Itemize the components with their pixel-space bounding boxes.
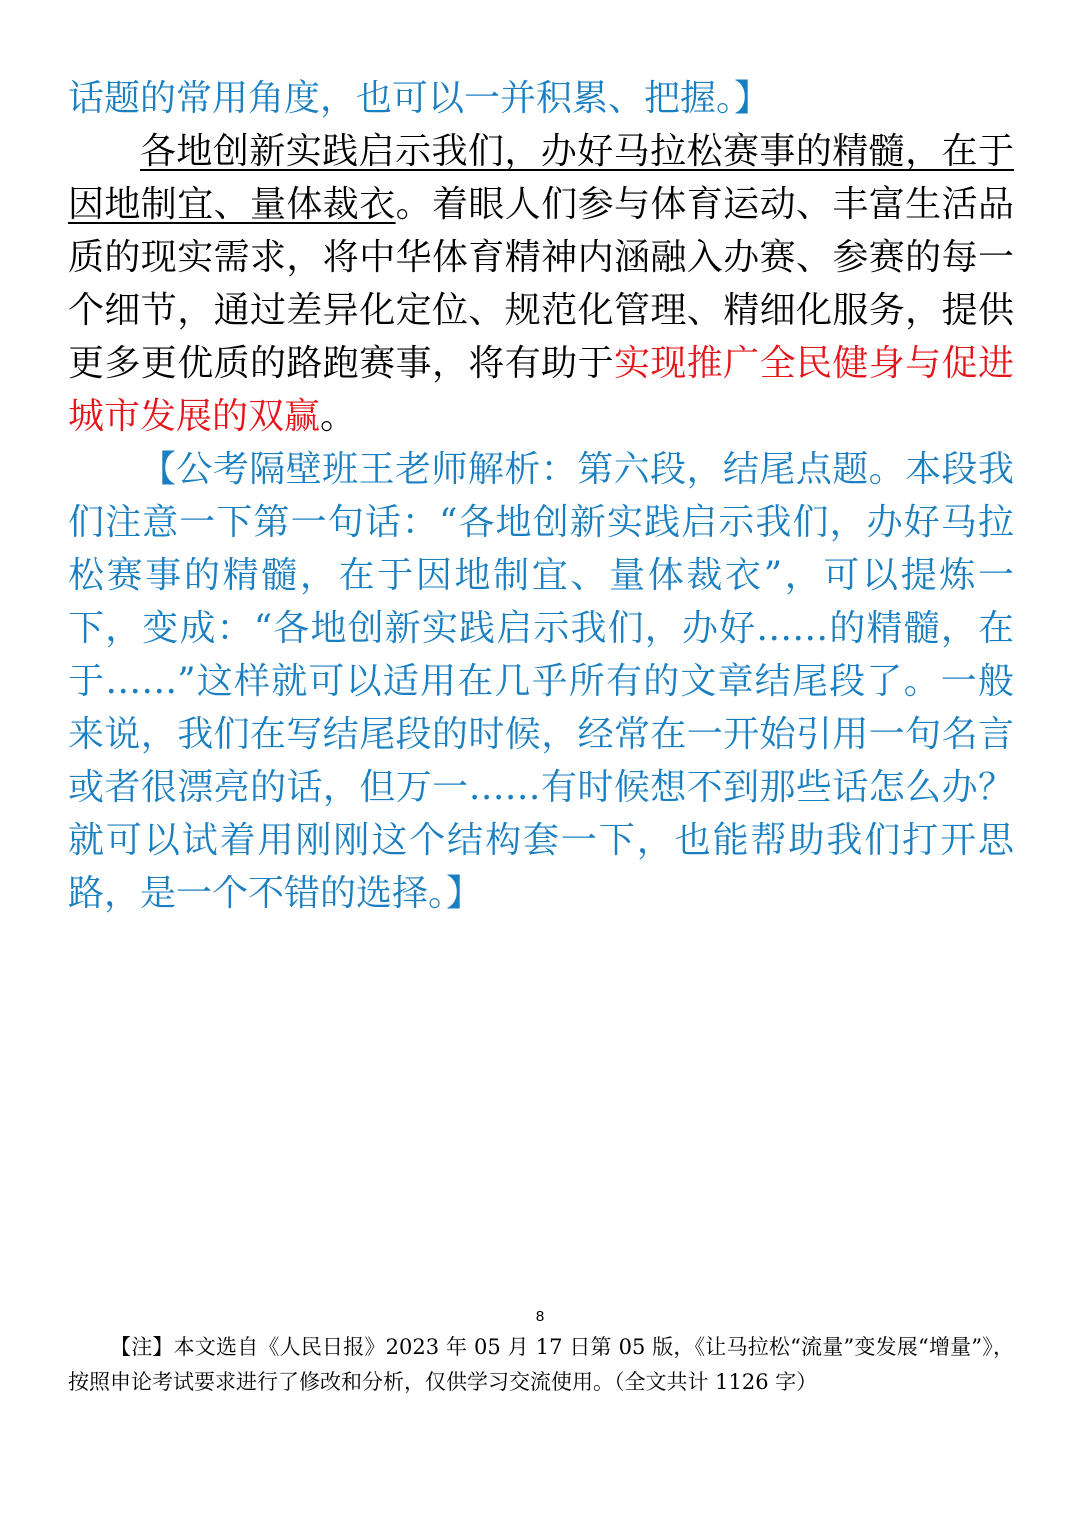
analysis-note-ending: 话题的常用角度，也可以一并积累、把握。】 xyxy=(68,78,771,119)
highlighted-conclusion: 实现推广全民健身与促进城市发展的双赢 xyxy=(68,343,1014,437)
teacher-analysis: 【公考隔壁班王老师解析：第六段，结尾点题。本段我们注意一下第一句话：“各地创新实践启示我们，办好马拉松赛事的精髓，在于因地制宜、量体裁衣”，可以提炼一下，变成：“各地创新实践启示我们，办好……的精髓，在于……”这样就可以适用在几乎所有的文章结尾段了。一般来说，我们在写结尾段的时候，经常在一开始引用一句名言或者很漂亮的话，但万一……有时候想不到那些话怎么办？就可以试着用刚刚这个结构套一下，也能帮助我们打开思路，是一个不错的选择。】 xyxy=(68,449,1014,914)
article-body xyxy=(68,72,1014,920)
underlined-topic-sentence: 各地创新实践启示我们，办好马拉松赛事的精髓，在于因地制宜、量体裁衣 xyxy=(68,131,1014,225)
paragraph-six-end: 。 xyxy=(320,396,357,437)
page-number: 8 xyxy=(535,1308,545,1325)
paragraph-six-body: 。着眼人们参与体育运动、丰富生活品质的现实需求，将中华体育精神内涵融入办赛、参赛的每一个细节，通过差异化定位、规范化管理、精细化服务，提供更多更优质的路跑赛事，将有助于 xyxy=(68,184,1014,384)
paragraph-six xyxy=(68,125,1014,443)
source-footnote: 【注】本文选自《人民日报》2023 年 05 月 17 日第 05 版，《让马拉松“流量”变发展“增量”》，按照申论考试要求进行了修改和分析，仅供学习交流使用。（全文共计 1126 字） xyxy=(68,1335,1014,1394)
